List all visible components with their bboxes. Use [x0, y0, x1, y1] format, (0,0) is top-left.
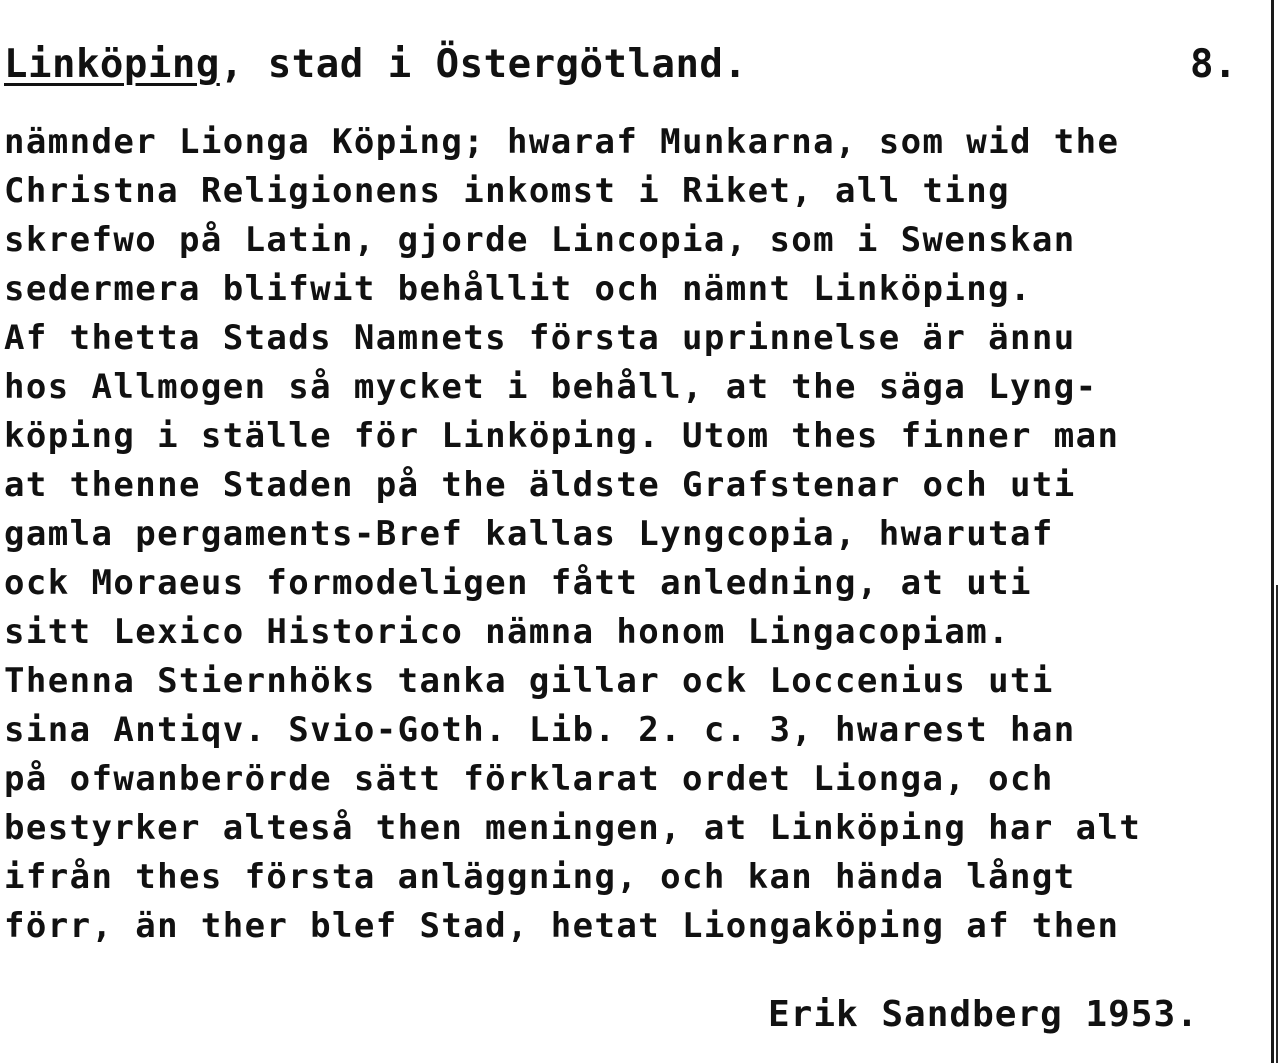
text-line: skrefwo på Latin, gjorde Lincopia, som i Swenskan — [4, 220, 1076, 260]
page-heading — [4, 42, 747, 87]
body-text — [4, 118, 1266, 951]
text-line: på ofwanberörde sätt förklarat ordet Lionga, och — [4, 759, 1054, 799]
text-line: ock Moraeus formodeligen fått anledning, at uti — [4, 563, 1032, 603]
text-line: hos Allmogen så mycket i behåll, at the säga Lyng- — [4, 367, 1098, 407]
heading-description: , stad i Östergötland. — [219, 42, 748, 87]
text-line: sina Antiqv. Svio-Goth. Lib. 2. c. 3, hwarest han — [4, 710, 1076, 750]
page-number: 8. — [1190, 42, 1237, 87]
text-line: Af thetta Stads Namnets första uprinnelse är ännu — [4, 318, 1076, 358]
text-line: gamla pergaments-Bref kallas Lyngcopia, hwarutaf — [4, 514, 1054, 554]
text-line: nämnder Lionga Köping; hwaraf Munkarna, som wid the — [4, 122, 1120, 162]
text-line: Christna Religionens inkomst i Riket, all ting — [4, 171, 1011, 211]
author-signature: Erik Sandberg 1953. — [768, 994, 1199, 1035]
text-line: at thenne Staden på the äldste Grafstenar och uti — [4, 465, 1076, 505]
text-line: köping i ställe för Linköping. Utom thes finner man — [4, 416, 1120, 456]
text-line: sedermera blifwit behållit och nämnt Linköping. — [4, 269, 1032, 309]
paper-edge-line-lower — [1276, 585, 1278, 1063]
text-line: Thenna Stiernhöks tanka gillar ock Loccenius uti — [4, 661, 1054, 701]
text-line: bestyrker alteså then meningen, at Linköping har alt — [4, 808, 1142, 848]
text-line: ifrån thes första anläggning, och kan hända långt — [4, 857, 1076, 897]
paper-edge-line — [1271, 0, 1274, 1063]
heading-place-name: Linköping — [4, 42, 220, 87]
text-line: förr, än ther blef Stad, hetat Liongaköping af then — [4, 906, 1120, 946]
text-line: sitt Lexico Historico nämna honom Lingacopiam. — [4, 612, 1011, 652]
